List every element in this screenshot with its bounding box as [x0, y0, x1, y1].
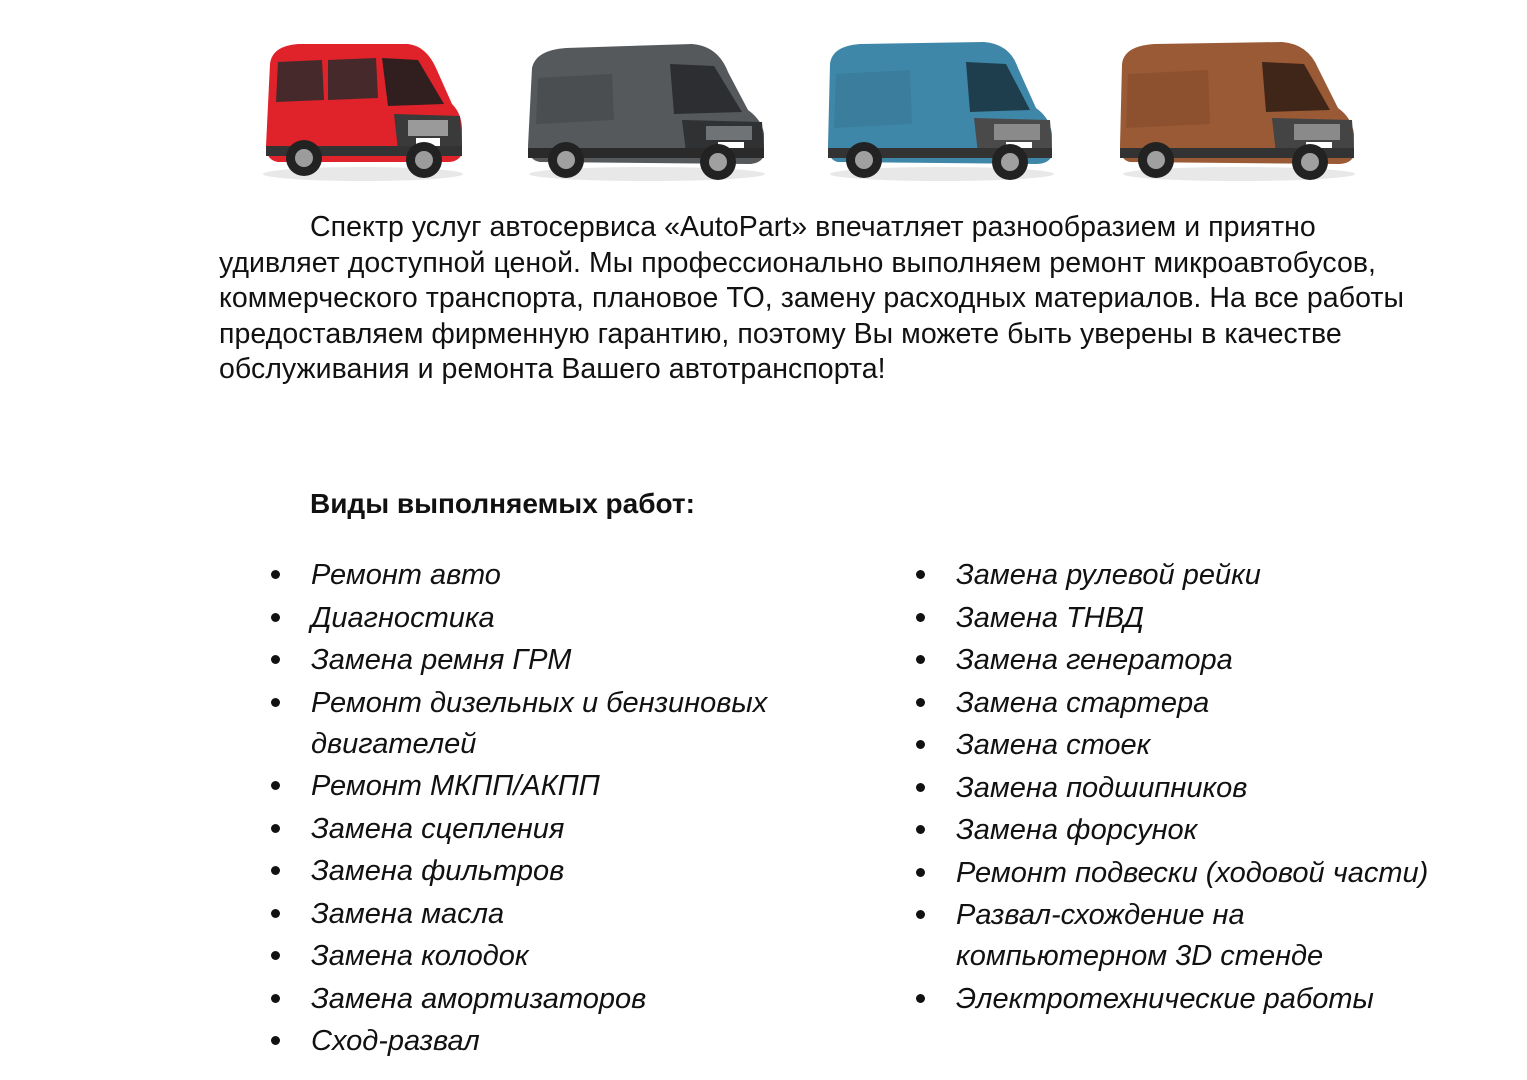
bullet-icon	[271, 613, 280, 622]
list-item: Замена ремня ГРМ	[311, 640, 831, 681]
list-item: Замена подшипников	[956, 768, 1456, 809]
list-item: Диагностика	[311, 598, 831, 639]
bullet-icon	[271, 781, 280, 790]
list-item: Ремонт дизельных и бензиновых двигателей	[311, 683, 831, 765]
list-item: Ремонт авто	[311, 555, 831, 596]
bullet-icon	[916, 783, 925, 792]
list-item: Замена амортизаторов	[311, 979, 831, 1020]
list-item: Ремонт подвески (ходовой части)	[956, 853, 1456, 894]
bullet-icon	[271, 1036, 280, 1045]
list-item: Замена рулевой рейки	[956, 555, 1456, 596]
bullet-icon	[271, 824, 280, 833]
services-list-left	[311, 555, 831, 1064]
bullet-icon	[271, 909, 280, 918]
list-item: Замена генератора	[956, 640, 1456, 681]
intro-paragraph: Спектр услуг автосервиса «AutoPart» впечатляет разнообразием и приятно удивляет доступной ценой. Мы профессионально выполняем ремонт микроавтобусов, коммерческого транспорта, плановое ТО, замену расходных материалов. На все работы предоставляем фирменную гарантию, поэтому Вы можете быть уверены в качестве обслуживания и ремонта Вашего автотранспорта!	[219, 211, 1404, 385]
list-item: Замена масла	[311, 894, 831, 935]
bullet-icon	[916, 655, 925, 664]
list-item: Развал-схождение на компьютерном 3D стенде	[956, 895, 1456, 977]
van-photo-red	[258, 34, 468, 184]
bullet-icon	[271, 698, 280, 707]
van-photos	[250, 34, 1370, 194]
list-item: Замена колодок	[311, 936, 831, 977]
bullet-icon	[916, 570, 925, 579]
bullet-icon	[916, 740, 925, 749]
list-item: Замена форсунок	[956, 810, 1456, 851]
list-item: Замена стартера	[956, 683, 1456, 724]
bullet-icon	[916, 825, 925, 834]
bullet-icon	[916, 613, 925, 622]
list-item: Сход-развал	[311, 1021, 831, 1062]
bullet-icon	[916, 698, 925, 707]
list-item: Замена ТНВД	[956, 598, 1456, 639]
bullet-icon	[271, 994, 280, 1003]
list-item: Замена сцепления	[311, 809, 831, 850]
bullet-icon	[271, 655, 280, 664]
van-photo-grey	[522, 34, 772, 184]
van-photo-brown	[1116, 34, 1362, 184]
services-heading: Виды выполняемых работ:	[310, 488, 695, 519]
bullet-icon	[271, 951, 280, 960]
bullet-icon	[271, 570, 280, 579]
bullet-icon	[271, 866, 280, 875]
bullet-icon	[916, 910, 925, 919]
list-item: Замена фильтров	[311, 851, 831, 892]
bullet-icon	[916, 994, 925, 1003]
list-item: Электротехнические работы	[956, 979, 1456, 1020]
list-item: Замена стоек	[956, 725, 1456, 766]
services-list-right	[956, 555, 1456, 1021]
list-item: Ремонт МКПП/АКПП	[311, 766, 831, 807]
van-photo-blue	[824, 34, 1060, 184]
bullet-icon	[916, 868, 925, 877]
